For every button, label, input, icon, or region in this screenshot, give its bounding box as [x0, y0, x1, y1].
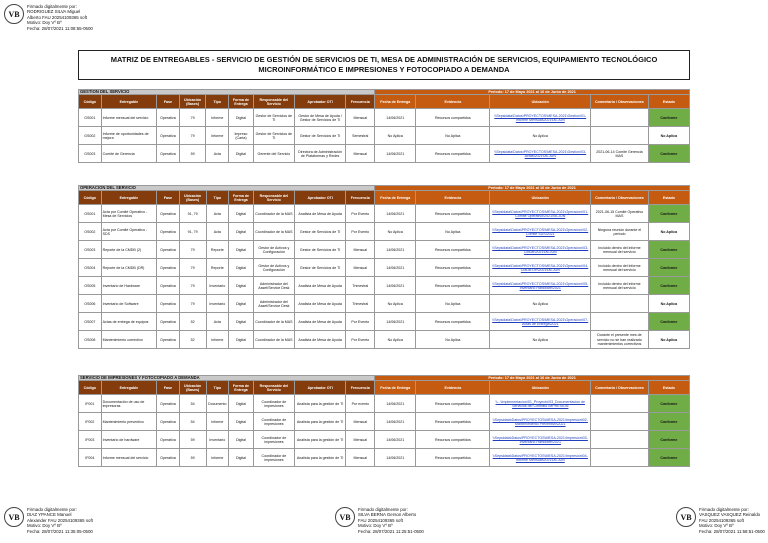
cell-fecha-entrega: No Aplica: [375, 223, 416, 241]
section-operacion-servicio: [78, 185, 690, 349]
cell-comentario: Incluido dentro del informe mensual del servicio: [591, 277, 649, 295]
cell-forma-entrega: Digital: [229, 449, 254, 467]
cell-comentario: [591, 431, 649, 449]
cell-estado: No Aplica: [648, 331, 689, 349]
cell-aprobador: Analista para la gestión de TI: [294, 431, 345, 449]
cell-entregable: Documentación de uso de impresoras: [101, 395, 157, 413]
cell-evidencia: No Aplica: [416, 331, 490, 349]
cell-fecha-entrega: 14/06/2021: [375, 449, 416, 467]
vb-logo: VB: [335, 507, 355, 527]
cell-frecuencia: Mensual: [346, 449, 375, 467]
cell-forma-entrega: Digital: [229, 145, 254, 163]
cell-evidencia: No Aplica: [416, 223, 490, 241]
cell-estado: No Aplica: [648, 127, 689, 145]
cell-forma-entrega: Digital: [229, 205, 254, 223]
signature-bottom-right: [676, 507, 765, 534]
column-header-ubicacion: Ubicación: [490, 95, 591, 109]
cell-responsable: Gestor de Activos y Configuración: [253, 259, 294, 277]
cell-fase: Operativa: [157, 109, 180, 127]
cell-estado: No Aplica: [648, 223, 689, 241]
column-header-aprobador: Aprobador OTI: [294, 381, 345, 395]
column-header-responsable: Responsable del Servicio: [253, 381, 294, 395]
cell-entregable: Actas de entrega de equipos: [101, 313, 157, 331]
column-header-forma-entrega: Forma de Entrega: [229, 191, 254, 205]
cell-entregable: Acta por Comité Operativo - SDS: [101, 223, 157, 241]
cell-estado: Conforme: [648, 395, 689, 413]
cell-fase: Operativa: [157, 313, 180, 331]
cell-codigo: GS002: [79, 127, 102, 145]
column-header-ubicacion: Ubicación: [490, 381, 591, 395]
cell-forma-entrega: Impreso (Carta): [229, 127, 254, 145]
cell-fase: Operativa: [157, 127, 180, 145]
cell-codigo: IF002: [79, 413, 102, 431]
cell-ubicacion-bases: 79: [179, 109, 206, 127]
location-link[interactable]: \\Sepsidata\Datos\PROYECTOS\MESA-2021\Operacion\04-CMDB DR\2021\06-JUN: [490, 259, 591, 277]
cell-fase: Operativa: [157, 223, 180, 241]
cell-codigo: OS003: [79, 241, 102, 259]
table-row: [79, 241, 690, 259]
table-row: [79, 413, 690, 431]
cell-tipo: Reporte: [206, 259, 229, 277]
column-header-entregable: Entregable: [101, 191, 157, 205]
column-header-fase: Fase: [157, 95, 180, 109]
location-link[interactable]: \\Sepsidata\Datos\PROYECTOS\MESA-2021\Gestion\01-Informe Mensual\2021\06-JUN: [490, 109, 591, 127]
cell-estado: No Aplica: [648, 295, 689, 313]
cell-frecuencia: Mensual: [346, 413, 375, 431]
cell-comentario: [591, 109, 649, 127]
cell-aprobador: Analista para la gestión de TI: [294, 395, 345, 413]
cell-comentario: 2021-06-15 Comité Operativo MAS: [591, 205, 649, 223]
cell-ubicacion-bases: 79: [179, 259, 206, 277]
cell-codigo: GS001: [79, 109, 102, 127]
cell-comentario: 2021-06-14 Comité Gerencia MAS: [591, 145, 649, 163]
column-header-codigo: Código: [79, 381, 102, 395]
signature-text: Firmado digitalmente por: DIAZ YPANCE Manuel Alexander FAU 20254109365 soft Motivo: Doy Vº Bº Fecha: 28/07/2021 11:35:05-0500: [27, 507, 93, 534]
cell-codigo: OS001: [79, 205, 102, 223]
column-header-estado: Estado: [648, 95, 689, 109]
cell-evidencia: No Aplica: [416, 127, 490, 145]
cell-fecha-entrega: No Aplica: [375, 127, 416, 145]
column-header-ubicacion-bases: Ubicación (Bases): [179, 381, 206, 395]
cell-aprobador: Gestor de Servicios de TI: [294, 259, 345, 277]
cell-frecuencia: Por Evento: [346, 205, 375, 223]
cell-entregable: Comité de Gerencia: [101, 145, 157, 163]
cell-responsable: Coordinador de la MAS: [253, 331, 294, 349]
column-header-entregable: Entregable: [101, 381, 157, 395]
cell-codigo: IF004: [79, 449, 102, 467]
cell-aprobador: Analista de Mesa de Ayuda: [294, 205, 345, 223]
location-link[interactable]: \\...\Implementacion\01_Proyecto\03_Documentacion de Servicios del Contrato IMPRESION: [490, 395, 591, 413]
cell-fase: Operativa: [157, 449, 180, 467]
cell-estado: Conforme: [648, 449, 689, 467]
signature-bottom-center: [335, 507, 424, 534]
cell-responsable: Gerente del Servicio: [253, 145, 294, 163]
cell-ubicacion: No Aplica: [490, 295, 591, 313]
cell-aprobador: Gestor de Servicios de TI: [294, 127, 345, 145]
cell-evidencia: Recursos compartidos: [416, 259, 490, 277]
column-header-frecuencia: Frecuencia: [346, 381, 375, 395]
cell-entregable: Inventario de Software: [101, 295, 157, 313]
cell-fase: Operativa: [157, 431, 180, 449]
cell-ubicacion-bases: 59: [179, 431, 206, 449]
cell-codigo: GS003: [79, 145, 102, 163]
section-impresiones: [78, 375, 690, 467]
cell-forma-entrega: Digital: [229, 395, 254, 413]
cell-frecuencia: Mensual: [346, 145, 375, 163]
cell-aprobador: Analista para la gestión de TI: [294, 449, 345, 467]
table-row: [79, 277, 690, 295]
cell-codigo: IF003: [79, 431, 102, 449]
cell-estado: Conforme: [648, 241, 689, 259]
signature-bottom-left: [4, 507, 93, 534]
cell-forma-entrega: Digital: [229, 331, 254, 349]
table-row: [79, 295, 690, 313]
cell-tipo: Informe: [206, 413, 229, 431]
cell-fecha-entrega: No Aplica: [375, 295, 416, 313]
cell-ubicacion-bases: 91, 79: [179, 205, 206, 223]
cell-estado: Conforme: [648, 277, 689, 295]
vb-logo: VB: [676, 507, 696, 527]
cell-codigo: OS005: [79, 277, 102, 295]
cell-comentario: [591, 127, 649, 145]
cell-aprobador: Analista de Mesa de Ayuda: [294, 295, 345, 313]
cell-tipo: Informe: [206, 331, 229, 349]
cell-comentario: [591, 395, 649, 413]
cell-forma-entrega: Digital: [229, 313, 254, 331]
cell-codigo: IF001: [79, 395, 102, 413]
cell-entregable: Reporte de la CMDB (2): [101, 241, 157, 259]
cell-fecha-entrega: 14/06/2021: [375, 205, 416, 223]
column-header-forma-entrega: Forma de Entrega: [229, 381, 254, 395]
section-gestion-servicio: [78, 89, 690, 163]
cell-ubicacion-bases: 79: [179, 241, 206, 259]
cell-comentario: [591, 313, 649, 331]
vb-logo: VB: [4, 507, 24, 527]
cell-frecuencia: Mensual: [346, 241, 375, 259]
cell-frecuencia: Por Evento: [346, 331, 375, 349]
cell-fecha-entrega: 14/06/2021: [375, 145, 416, 163]
column-header-aprobador: Aprobador OTI: [294, 191, 345, 205]
cell-comentario: [591, 413, 649, 431]
cell-evidencia: Recursos compartidos: [416, 395, 490, 413]
table-row: [79, 449, 690, 467]
table-row: [79, 145, 690, 163]
cell-ubicacion-bases: 52: [179, 313, 206, 331]
cell-evidencia: Recursos compartidos: [416, 241, 490, 259]
signature-text: Firmado digitalmente por: SILVA BERNA Gerson Alberto FAU 20254109365 soft Motivo: Doy Vº Bº Fecha: 28/07/2021 11:25:51-0500: [358, 507, 424, 534]
cell-entregable: Mantenimiento preventivo: [101, 413, 157, 431]
cell-tipo: Acta: [206, 313, 229, 331]
cell-evidencia: Recursos compartidos: [416, 449, 490, 467]
column-header-forma-entrega: Forma de Entrega: [229, 95, 254, 109]
cell-ubicacion-bases: 59: [179, 449, 206, 467]
cell-tipo: Informe: [206, 127, 229, 145]
location-link[interactable]: \\Sepsidata\Datos\PROYECTOS\MESA-2021\Operacion\05-Inventario Hardware\2021: [490, 277, 591, 295]
cell-responsable: Coordinador de impresiones: [253, 395, 294, 413]
cell-evidencia: Recursos compartidos: [416, 145, 490, 163]
cell-fecha-entrega: 14/06/2021: [375, 313, 416, 331]
cell-estado: Conforme: [648, 109, 689, 127]
cell-aprobador: Analista para la gestión de TI: [294, 413, 345, 431]
column-header-fecha-entrega: Fecha de Entrega: [375, 381, 416, 395]
table-row: [79, 313, 690, 331]
column-header-evidencia: Evidencia: [416, 191, 490, 205]
vb-logo: VB: [4, 4, 24, 24]
cell-ubicacion-bases: 52: [179, 331, 206, 349]
cell-fecha-entrega: No Aplica: [375, 331, 416, 349]
cell-evidencia: Recursos compartidos: [416, 277, 490, 295]
cell-evidencia: Recursos compartidos: [416, 413, 490, 431]
cell-forma-entrega: Digital: [229, 259, 254, 277]
column-header-ubicacion: Ubicación: [490, 191, 591, 205]
column-header-comentario: Comentario / Observaciones: [591, 381, 649, 395]
column-header-estado: Estado: [648, 381, 689, 395]
cell-ubicacion-bases: 91, 79: [179, 223, 206, 241]
period-label: Periodo: 17 de Mayo 2021 al 16 de Junio de 2021: [375, 186, 690, 191]
cell-responsable: Coordinador de impresiones: [253, 449, 294, 467]
cell-tipo: Inventario: [206, 295, 229, 313]
cell-entregable: Informe mensual del servicio: [101, 109, 157, 127]
section-title: GESTION DEL SERVICIO: [79, 90, 375, 95]
cell-frecuencia: Semestral: [346, 127, 375, 145]
cell-entregable: Informe de oportunidades de mejora: [101, 127, 157, 145]
location-link[interactable]: \\Sepsidata\Datos\PROYECTOS\MESA-2021\Impresion\03-Inventario Hardware\2021: [490, 431, 591, 449]
column-header-fase: Fase: [157, 381, 180, 395]
cell-ubicacion-bases: 79: [179, 127, 206, 145]
cell-evidencia: Recursos compartidos: [416, 109, 490, 127]
cell-evidencia: Recursos compartidos: [416, 205, 490, 223]
cell-tipo: Documento: [206, 395, 229, 413]
cell-fase: Operativa: [157, 395, 180, 413]
location-link[interactable]: \\Sepsidata\Datos\PROYECTOS\MESA-2021\Operacion\02-Comite SDS\2021: [490, 223, 591, 241]
column-header-evidencia: Evidencia: [416, 381, 490, 395]
location-link[interactable]: \\Sepsidata\Datos\PROYECTOS\MESA-2021\Operacion\01-Comite Operativo\2021\06-JUN: [490, 205, 591, 223]
cell-frecuencia: Por Evento: [346, 223, 375, 241]
column-header-comentario: Comentario / Observaciones: [591, 95, 649, 109]
table-row: [79, 205, 690, 223]
section-title: SERVICIO DE IMPRESIONES Y FOTOCOPIADO A DEMANDA: [79, 376, 375, 381]
cell-fase: Operativa: [157, 277, 180, 295]
signature-text: Firmado digitalmente por: VASQUEZ VASQUEZ Reinaldo FAU 20254109365 soft Motivo: Doy Vº Bº Fecha: 28/07/2021 11:58:51-0500: [699, 507, 765, 534]
cell-fecha-entrega: 14/06/2021: [375, 259, 416, 277]
column-header-evidencia: Evidencia: [416, 95, 490, 109]
column-header-fecha-entrega: Fecha de Entrega: [375, 95, 416, 109]
location-link[interactable]: \\Sepsidata\Datos\PROYECTOS\MESA-2021\Operacion\03-CMDB\2021\06-JUN: [490, 241, 591, 259]
cell-codigo: OS008: [79, 331, 102, 349]
period-label: Periodo: 17 de Mayo 2021 al 16 de Junio de 2021: [375, 376, 690, 381]
cell-forma-entrega: Digital: [229, 413, 254, 431]
cell-aprobador: Directora de Administración de Plataformas y Redes: [294, 145, 345, 163]
column-header-frecuencia: Frecuencia: [346, 95, 375, 109]
table-row: [79, 259, 690, 277]
section-title: OPERACION DEL SERVICIO: [79, 186, 375, 191]
cell-responsable: Coordinador de impresiones: [253, 431, 294, 449]
cell-fecha-entrega: 14/06/2021: [375, 241, 416, 259]
cell-ubicacion-bases: 54: [179, 413, 206, 431]
cell-fecha-entrega: 14/06/2021: [375, 277, 416, 295]
cell-fase: Operativa: [157, 205, 180, 223]
cell-aprobador: Gestor de Servicios de TI: [294, 241, 345, 259]
cell-tipo: Informe: [206, 449, 229, 467]
cell-codigo: OS007: [79, 313, 102, 331]
cell-fase: Operativa: [157, 295, 180, 313]
cell-estado: Conforme: [648, 259, 689, 277]
cell-fase: Operativa: [157, 259, 180, 277]
cell-comentario: Durante el presente mes de servicio no se han realizado mantenimientos correctivos: [591, 331, 649, 349]
cell-responsable: Coordinador de la MAS: [253, 223, 294, 241]
cell-fecha-entrega: 14/06/2021: [375, 395, 416, 413]
cell-frecuencia: Trimestral: [346, 277, 375, 295]
column-header-frecuencia: Frecuencia: [346, 191, 375, 205]
cell-estado: Conforme: [648, 313, 689, 331]
cell-ubicacion: No Aplica: [490, 127, 591, 145]
table-row: [79, 331, 690, 349]
cell-forma-entrega: Digital: [229, 295, 254, 313]
cell-tipo: Acta: [206, 205, 229, 223]
cell-fase: Operativa: [157, 413, 180, 431]
cell-codigo: OS004: [79, 259, 102, 277]
cell-frecuencia: Por evento: [346, 395, 375, 413]
cell-fecha-entrega: 14/06/2021: [375, 109, 416, 127]
cell-comentario: Ninguna reunión durante el periodo: [591, 223, 649, 241]
cell-responsable: Gestor de Servicios de TI: [253, 109, 294, 127]
cell-entregable: Inventario de Hardware: [101, 277, 157, 295]
column-header-tipo: Tipo: [206, 191, 229, 205]
column-header-tipo: Tipo: [206, 381, 229, 395]
cell-forma-entrega: Digital: [229, 241, 254, 259]
cell-entregable: Mantenimiento correctivo: [101, 331, 157, 349]
cell-fase: Operativa: [157, 241, 180, 259]
cell-responsable: Coordinador de la MAS: [253, 313, 294, 331]
cell-responsable: Coordinador de la MAS: [253, 205, 294, 223]
column-header-comentario: Comentario / Observaciones: [591, 191, 649, 205]
signature-text: Firmado digitalmente por: RODRIGUEZ SILVA Miguel Alberto FAU 20254109365 soft Motivo: Doy Vº Bº Fecha: 28/07/2021 11:08:55-0500: [27, 4, 93, 31]
cell-forma-entrega: Digital: [229, 223, 254, 241]
column-header-codigo: Código: [79, 191, 102, 205]
cell-fase: Operativa: [157, 145, 180, 163]
cell-aprobador: Gestor de Servicios de TI: [294, 223, 345, 241]
cell-tipo: Reporte: [206, 241, 229, 259]
column-header-ubicacion-bases: Ubicación (Bases): [179, 191, 206, 205]
cell-comentario: Incluido dentro del informe mensual del servicio: [591, 259, 649, 277]
column-header-aprobador: Aprobador OTI: [294, 95, 345, 109]
column-header-responsable: Responsable del Servicio: [253, 95, 294, 109]
cell-aprobador: Gestor de Mesa de Ayuda / Gestor de Servicios de TI: [294, 109, 345, 127]
cell-ubicacion-bases: 59: [179, 145, 206, 163]
column-header-tipo: Tipo: [206, 95, 229, 109]
table-row: [79, 431, 690, 449]
period-label: Periodo: 17 de Mayo 2021 al 16 de Junio de 2021: [375, 90, 690, 95]
cell-comentario: [591, 449, 649, 467]
cell-evidencia: Recursos compartidos: [416, 313, 490, 331]
cell-responsable: Gestor de Servicios de TI: [253, 127, 294, 145]
cell-codigo: OS006: [79, 295, 102, 313]
cell-fecha-entrega: 14/06/2021: [375, 431, 416, 449]
cell-aprobador: Analista de Mesa de Ayuda: [294, 331, 345, 349]
cell-comentario: [591, 295, 649, 313]
cell-ubicacion-bases: 79: [179, 277, 206, 295]
cell-tipo: Inventario: [206, 431, 229, 449]
cell-entregable: Informe mensual del servicio: [101, 449, 157, 467]
cell-evidencia: Recursos compartidos: [416, 431, 490, 449]
cell-ubicacion-bases: 79: [179, 295, 206, 313]
table-row: [79, 223, 690, 241]
cell-responsable: Gestor de Activos y Configuración: [253, 241, 294, 259]
cell-tipo: Acta: [206, 145, 229, 163]
cell-tipo: Inventario: [206, 277, 229, 295]
table-row: [79, 395, 690, 413]
cell-entregable: Reporte de la CMDB (DR): [101, 259, 157, 277]
cell-frecuencia: Trimestral: [346, 295, 375, 313]
cell-entregable: Inventario de hardware: [101, 431, 157, 449]
column-header-responsable: Responsable del Servicio: [253, 191, 294, 205]
cell-ubicacion: No Aplica: [490, 331, 591, 349]
location-link[interactable]: \\Sepsidata\Datos\PROYECTOS\MESA-2021\Impresion\02-Mantenimiento Preventivo\2021: [490, 413, 591, 431]
cell-frecuencia: Por Evento: [346, 313, 375, 331]
column-header-codigo: Código: [79, 95, 102, 109]
cell-estado: Conforme: [648, 413, 689, 431]
signature-top: [4, 4, 93, 31]
cell-frecuencia: Mensual: [346, 109, 375, 127]
location-link[interactable]: \\Sepsidata\Datos\PROYECTOS\MESA-2021\Impresion\04-Informe Mensual\2021\06-JUN: [490, 449, 591, 467]
document-title: MATRIZ DE ENTREGABLES - SERVICIO DE GESTIÓN DE SERVICIOS DE TI, MESA DE ADMINISTRACIÓN DE SERVICIOS, EQUIPAMIENTO TECNOLÓGICO MICROINFORMÁTICO E IMPRESIONES Y FOTOCOPIADO A DEMANDA: [78, 50, 690, 80]
cell-comentario: Incluido dentro del informe mensual del servicio: [591, 241, 649, 259]
cell-responsable: Coordinador de impresiones: [253, 413, 294, 431]
cell-aprobador: Analista de Mesa de Ayuda: [294, 313, 345, 331]
cell-ubicacion-bases: 54: [179, 395, 206, 413]
cell-estado: Conforme: [648, 145, 689, 163]
cell-aprobador: Analista de Mesa de Ayuda: [294, 277, 345, 295]
column-header-fase: Fase: [157, 191, 180, 205]
cell-codigo: OS002: [79, 223, 102, 241]
table-row: [79, 109, 690, 127]
column-header-ubicacion-bases: Ubicación (Bases): [179, 95, 206, 109]
cell-tipo: Acta: [206, 223, 229, 241]
cell-entregable: Acta por Comité Operativo - Mesa de Servicios: [101, 205, 157, 223]
column-header-fecha-entrega: Fecha de Entrega: [375, 191, 416, 205]
cell-responsable: Administrador del Asset/Service Desk: [253, 295, 294, 313]
cell-fecha-entrega: 14/06/2021: [375, 413, 416, 431]
location-link[interactable]: \\Sepsidata\Datos\PROYECTOS\MESA-2021\Operacion\07-Actas de Entrega\2021: [490, 313, 591, 331]
cell-fase: Operativa: [157, 331, 180, 349]
cell-tipo: Informe: [206, 109, 229, 127]
column-header-estado: Estado: [648, 191, 689, 205]
location-link[interactable]: \\Sepsidata\Datos\PROYECTOS\MESA-2021\Gestion\03-Actas\2021\06-JUN: [490, 145, 591, 163]
column-header-entregable: Entregable: [101, 95, 157, 109]
cell-forma-entrega: Digital: [229, 431, 254, 449]
cell-forma-entrega: Digital: [229, 277, 254, 295]
cell-frecuencia: Mensual: [346, 431, 375, 449]
cell-forma-entrega: Digital: [229, 109, 254, 127]
cell-evidencia: No Aplica: [416, 295, 490, 313]
table-row: [79, 127, 690, 145]
cell-frecuencia: Mensual: [346, 259, 375, 277]
cell-responsable: Administrador del Asset/Service Desk: [253, 277, 294, 295]
cell-estado: Conforme: [648, 431, 689, 449]
cell-estado: Conforme: [648, 205, 689, 223]
